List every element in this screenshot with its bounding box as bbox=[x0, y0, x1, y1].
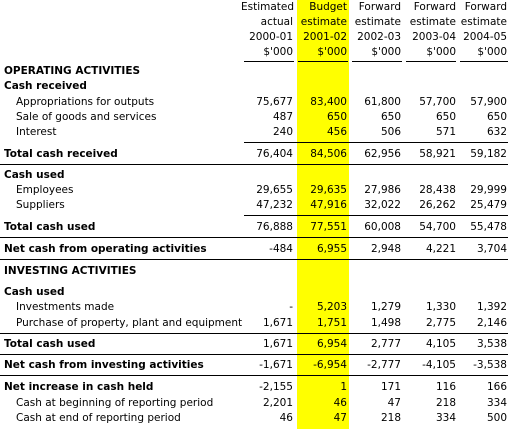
cell: 1,671 bbox=[262, 338, 293, 350]
row-label: Purchase of property, plant and equipment bbox=[16, 317, 243, 329]
col-header: $'000 bbox=[477, 46, 507, 58]
col-header: 2001-02 bbox=[303, 31, 347, 43]
cell: 1,392 bbox=[476, 301, 507, 313]
row-label: Cash at end of reporting period bbox=[16, 412, 181, 424]
cell: -1,671 bbox=[259, 359, 293, 371]
cell: 2,775 bbox=[425, 317, 456, 329]
cell: 166 bbox=[486, 381, 507, 393]
cell: 75,677 bbox=[256, 96, 293, 108]
subsection-title: Cash used bbox=[4, 169, 65, 181]
total-rule bbox=[0, 333, 508, 334]
col-header: estimate bbox=[409, 16, 456, 28]
cell: 1,498 bbox=[370, 317, 401, 329]
subsection-heading bbox=[0, 79, 510, 94]
row-label: Total cash received bbox=[4, 148, 118, 160]
cell: - bbox=[289, 301, 293, 313]
cell: -6,954 bbox=[313, 359, 347, 371]
total-row bbox=[0, 380, 510, 395]
total-row bbox=[0, 358, 510, 373]
col-header: $'000 bbox=[317, 46, 347, 58]
col-header: actual bbox=[260, 16, 293, 28]
total-row bbox=[0, 220, 510, 235]
cell: 4,221 bbox=[425, 243, 456, 255]
col-header: Forward bbox=[358, 1, 401, 13]
cell: 171 bbox=[380, 381, 401, 393]
cell: -4,105 bbox=[422, 359, 456, 371]
cell: 46 bbox=[279, 412, 293, 424]
cell: 57,900 bbox=[470, 96, 507, 108]
cell: 60,008 bbox=[364, 221, 401, 233]
total-row bbox=[0, 147, 510, 162]
cell: 61,800 bbox=[364, 96, 401, 108]
table-row bbox=[0, 95, 510, 110]
subsection-heading bbox=[0, 168, 510, 183]
header-underline bbox=[460, 61, 508, 62]
cell: 5,203 bbox=[316, 301, 347, 313]
col-header: 2002-03 bbox=[357, 31, 401, 43]
cell: 571 bbox=[435, 126, 456, 138]
cell: 218 bbox=[380, 412, 401, 424]
header-underline bbox=[406, 61, 456, 62]
col-header: $'000 bbox=[371, 46, 401, 58]
col-header: $'000 bbox=[263, 46, 293, 58]
cell: 240 bbox=[272, 126, 293, 138]
cell: 27,986 bbox=[364, 184, 401, 196]
cell: 334 bbox=[486, 397, 507, 409]
cell: 29,655 bbox=[256, 184, 293, 196]
cell: 2,948 bbox=[370, 243, 401, 255]
header-underline bbox=[352, 61, 402, 62]
col-header: estimate bbox=[354, 16, 401, 28]
row-label: Total cash used bbox=[4, 338, 96, 350]
cell: 29,635 bbox=[310, 184, 347, 196]
row-label: Net increase in cash held bbox=[4, 381, 154, 393]
cell: 32,022 bbox=[364, 199, 401, 211]
row-label: Sale of goods and services bbox=[16, 111, 157, 123]
total-row bbox=[0, 337, 510, 352]
col-header: Forward bbox=[413, 1, 456, 13]
row-label: Employees bbox=[16, 184, 74, 196]
table-row bbox=[0, 125, 510, 140]
header-row-2 bbox=[0, 15, 510, 30]
header-row-4 bbox=[0, 45, 510, 60]
cell: 29,999 bbox=[470, 184, 507, 196]
col-header: estimate bbox=[300, 16, 347, 28]
cell: 650 bbox=[486, 111, 507, 123]
cell: -2,777 bbox=[367, 359, 401, 371]
table-row bbox=[0, 411, 510, 426]
total-rule bbox=[0, 164, 508, 165]
cell: 487 bbox=[272, 111, 293, 123]
subsection-heading bbox=[0, 285, 510, 300]
header-underline bbox=[298, 61, 348, 62]
cell: 218 bbox=[435, 397, 456, 409]
cell: 650 bbox=[326, 111, 347, 123]
row-label: Investments made bbox=[16, 301, 115, 313]
row-label: Net cash from investing activities bbox=[4, 359, 204, 371]
cell: 6,954 bbox=[316, 338, 347, 350]
row-label: Appropriations for outputs bbox=[16, 96, 155, 108]
cell: 47 bbox=[333, 412, 347, 424]
cell: 47,232 bbox=[256, 199, 293, 211]
row-label: Total cash used bbox=[4, 221, 96, 233]
row-label: Net cash from operating activities bbox=[4, 243, 207, 255]
cell: 57,700 bbox=[419, 96, 456, 108]
subtotal-rule bbox=[244, 142, 508, 143]
cell: 650 bbox=[435, 111, 456, 123]
table-row bbox=[0, 198, 510, 213]
table-row bbox=[0, 300, 510, 315]
cell: 506 bbox=[380, 126, 401, 138]
cell: 55,478 bbox=[470, 221, 507, 233]
cell: 83,400 bbox=[310, 96, 347, 108]
cell: 632 bbox=[486, 126, 507, 138]
subtotal-rule bbox=[244, 215, 508, 216]
cell: 25,479 bbox=[470, 199, 507, 211]
cell: 6,955 bbox=[316, 243, 347, 255]
total-rule bbox=[0, 237, 508, 238]
cell: 76,888 bbox=[256, 221, 293, 233]
col-header: 2003-04 bbox=[412, 31, 456, 43]
row-label: Cash at beginning of reporting period bbox=[16, 397, 214, 409]
cell: 4,105 bbox=[425, 338, 456, 350]
cell: -484 bbox=[269, 243, 293, 255]
section-title: INVESTING ACTIVITIES bbox=[4, 265, 137, 277]
section-title: OPERATING ACTIVITIES bbox=[4, 65, 141, 77]
total-row bbox=[0, 242, 510, 257]
cell: 76,404 bbox=[256, 148, 293, 160]
cell: 2,146 bbox=[476, 317, 507, 329]
header-underline bbox=[244, 61, 294, 62]
cell: 58,921 bbox=[419, 148, 456, 160]
col-header: Estimated bbox=[241, 1, 295, 13]
col-header: Budget bbox=[309, 1, 347, 13]
row-label: Interest bbox=[16, 126, 57, 138]
row-label: Suppliers bbox=[16, 199, 65, 211]
cell: -3,538 bbox=[473, 359, 507, 371]
cell: 456 bbox=[326, 126, 347, 138]
cell: 1,279 bbox=[370, 301, 401, 313]
cell: 26,262 bbox=[419, 199, 456, 211]
col-header: estimate bbox=[460, 16, 507, 28]
header-row-1 bbox=[0, 0, 510, 15]
cell: 2,201 bbox=[262, 397, 293, 409]
section-heading bbox=[0, 64, 510, 79]
col-header: 2000-01 bbox=[249, 31, 293, 43]
col-header: Forward bbox=[464, 1, 507, 13]
subsection-title: Cash received bbox=[4, 80, 87, 92]
cell: 47,916 bbox=[310, 199, 347, 211]
cell: 334 bbox=[435, 412, 456, 424]
section-heading bbox=[0, 264, 510, 279]
cell: 2,777 bbox=[370, 338, 401, 350]
cell: 47 bbox=[387, 397, 401, 409]
cell: 77,551 bbox=[310, 221, 347, 233]
cell: 1,751 bbox=[316, 317, 347, 329]
cell: 46 bbox=[333, 397, 347, 409]
cell: 84,506 bbox=[310, 148, 347, 160]
cell: 54,700 bbox=[419, 221, 456, 233]
table-row bbox=[0, 183, 510, 198]
table-row bbox=[0, 316, 510, 331]
cell: 1 bbox=[340, 381, 347, 393]
col-header: $'000 bbox=[426, 46, 456, 58]
cell: 500 bbox=[486, 412, 507, 424]
col-header: 2004-05 bbox=[463, 31, 507, 43]
cell: -2,155 bbox=[259, 381, 293, 393]
cell: 3,704 bbox=[476, 243, 507, 255]
table-row bbox=[0, 110, 510, 125]
total-rule bbox=[0, 375, 508, 376]
total-rule bbox=[0, 354, 508, 355]
cell: 59,182 bbox=[470, 148, 507, 160]
total-rule bbox=[0, 259, 508, 260]
cell: 1,671 bbox=[262, 317, 293, 329]
cell: 116 bbox=[435, 381, 456, 393]
cell: 3,538 bbox=[476, 338, 507, 350]
cell: 28,438 bbox=[419, 184, 456, 196]
header-row-3 bbox=[0, 30, 510, 45]
table-row bbox=[0, 396, 510, 411]
cell: 650 bbox=[380, 111, 401, 123]
cell: 62,956 bbox=[364, 148, 401, 160]
subsection-title: Cash used bbox=[4, 286, 65, 298]
cell: 1,330 bbox=[425, 301, 456, 313]
